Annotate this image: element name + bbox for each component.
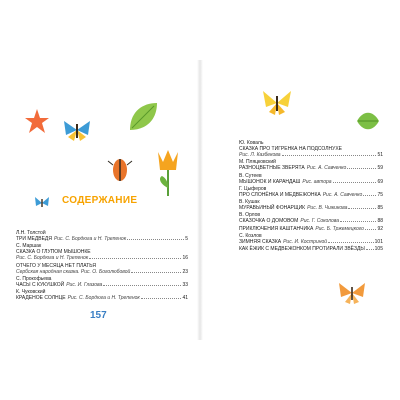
- entry-page: 92: [377, 225, 383, 232]
- entry-page: 88: [377, 218, 383, 225]
- entry-page: 41: [182, 295, 188, 302]
- entry-illustrator: Рис. В. Чижикова: [307, 205, 348, 212]
- yellow-butterfly-icon: [261, 88, 293, 118]
- orange-butterfly-icon: [337, 280, 367, 306]
- entry-illustrator: Рис. Л. Казбекова: [239, 152, 281, 158]
- entry-author: Г. Цыферов: [239, 185, 267, 192]
- leaf-icon: [355, 108, 381, 134]
- entry-title: СКАЗОЧКА О ДОМОВОМ: [239, 218, 299, 225]
- entry-title: ПРО СЛОНЁНКА И МЕДВЕЖОНКА: [239, 191, 321, 198]
- entry-illustrator: Рис. С. Бордюга и Н. Трепенок: [53, 236, 127, 242]
- star-icon: [24, 108, 50, 134]
- moth-icon: [62, 117, 92, 143]
- toc-entry: [16, 263, 188, 275]
- book-spread: [14, 60, 386, 340]
- toc-entry: [239, 233, 383, 245]
- entry-author: К. Чуковский: [16, 289, 46, 296]
- toc-entry: [239, 186, 383, 198]
- entry-illustrator: Рис. Б. Тржемецкого: [315, 225, 364, 232]
- entry-illustrator: Рис. И. Глазова: [66, 281, 103, 288]
- entry-title: ПРИКЛЮЧЕНИЯ КАШТАНЧИКА: [239, 225, 314, 232]
- entry-illustrator: Рис. И. Костриной: [283, 239, 328, 246]
- toc-entry: [16, 230, 188, 242]
- entry-illustrator: Сербская народная сказка. Рис. О. Боголюбовой: [16, 268, 131, 275]
- toc-right: [239, 140, 383, 254]
- entry-author: С. Козлов: [239, 233, 262, 240]
- entry-author: Ю. Коваль: [239, 140, 264, 146]
- entry-title: СКАЗКА О ГЛУПОМ МЫШОНКЕ: [16, 249, 91, 256]
- entry-title: МУРАВЬИНЫЙ ФОНАРЩИК: [239, 205, 306, 212]
- entry-author: С. Прокофьева: [16, 275, 52, 282]
- toc-entry: [16, 243, 188, 261]
- entry-illustrator: Рис. С. Бордюга и Н. Трепенок: [16, 255, 89, 262]
- entry-illustrator: Рис. А. Савченко: [306, 165, 347, 172]
- page-number: 157: [90, 310, 107, 321]
- toc-entry: [239, 140, 383, 158]
- toc-entry: [16, 289, 188, 301]
- toc-entry: [239, 226, 383, 232]
- toc-entry: [239, 199, 383, 211]
- entry-illustrator: Рис. С. Бордюга и Н. Трепенок: [67, 295, 140, 302]
- entry-illustrator: Рис. автора: [302, 178, 332, 185]
- leaf-icon: [126, 100, 160, 134]
- flower-icon: [154, 148, 182, 198]
- entry-title: КРАДЕНОЕ СОЛНЦЕ: [16, 295, 66, 302]
- entry-title: СКАЗКА ПРО ТИГРЕНКА НА ПОДСОЛНУХЕ: [239, 146, 342, 152]
- toc-entry: [239, 212, 383, 224]
- entry-illustrator: Рис. Г. Соколова: [300, 218, 340, 225]
- entry-page: 75: [377, 191, 383, 198]
- toc-entry: [239, 246, 383, 252]
- toc-entry: [239, 173, 383, 185]
- entry-author: В. Сутеев: [239, 172, 262, 179]
- right-page: [203, 60, 386, 340]
- toc-heading: СОДЕРЖАНИЕ: [62, 195, 138, 206]
- left-page: [14, 60, 197, 340]
- toc-entry: [16, 276, 188, 288]
- entry-page: 16: [182, 255, 188, 262]
- entry-title: КАК ЁЖИК С МЕДВЕЖОНКОМ ПРОТИРАЛИ ЗВЁЗДЫ: [239, 246, 365, 253]
- entry-author: С. Маршак: [16, 243, 42, 250]
- entry-title: ОТЧЕГО У МЕСЯЦА НЕТ ПЛАТЬЯ: [16, 262, 96, 269]
- entry-title: МЫШОНОК И КАРАНДАШ: [239, 178, 301, 185]
- entry-author: В. Орлов: [239, 212, 261, 219]
- entry-title: РАЗНОЦВЕТНЫЕ ЗВЕРЯТА: [239, 165, 305, 172]
- entry-page: 105: [374, 246, 383, 253]
- entry-page: 69: [377, 178, 383, 185]
- entry-title: ЗИМНЯЯ СКАЗКА: [239, 239, 282, 246]
- small-butterfly-icon: [34, 196, 50, 210]
- entry-author: М. Пляцковский: [239, 159, 276, 166]
- toc-left: [16, 230, 188, 302]
- entry-page: 101: [374, 239, 383, 246]
- entry-page: 5: [185, 236, 188, 242]
- entry-page: 23: [182, 268, 188, 275]
- entry-illustrator: Рис. А. Савченко: [322, 191, 363, 198]
- beetle-icon: [106, 155, 134, 185]
- entry-title: ЧАСЫ С КУКУШКОЙ: [16, 281, 65, 288]
- entry-author: В. Кушак: [239, 199, 260, 206]
- entry-title: ТРИ МЕДВЕДЯ: [16, 236, 52, 242]
- entry-page: 59: [377, 165, 383, 172]
- entry-page: 33: [182, 281, 188, 288]
- entry-page: 51: [377, 152, 383, 158]
- entry-page: 85: [377, 205, 383, 212]
- entry-author: Л.Н. Толстой: [16, 230, 46, 236]
- toc-entry: [239, 159, 383, 171]
